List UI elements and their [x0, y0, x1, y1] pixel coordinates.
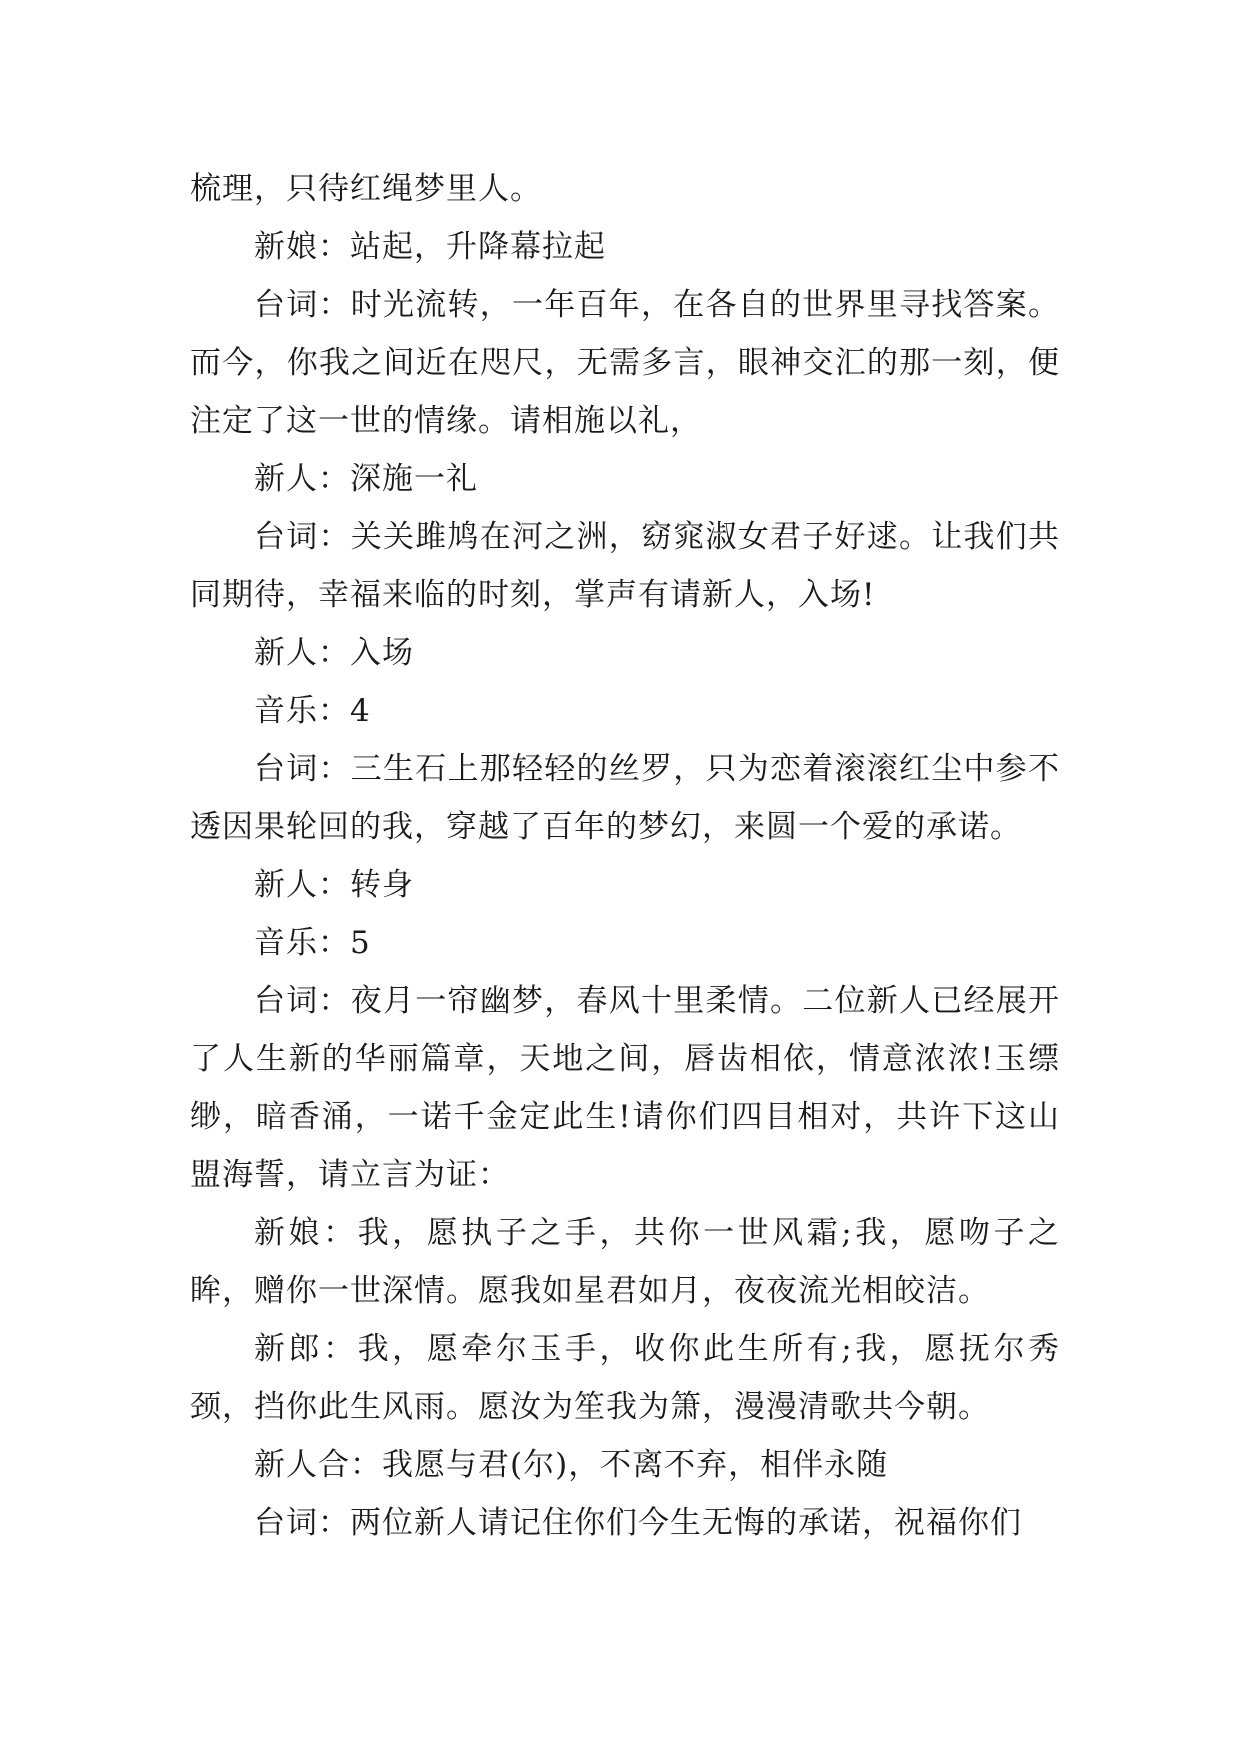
document-body — [190, 160, 1060, 1552]
paragraph-10: 音乐：5 — [254, 925, 371, 961]
paragraph-2: 新娘：站起，升降幕拉起 — [254, 229, 606, 265]
paragraph-11: 台词：夜月一帘幽梦，春风十里柔情。二位新人已经展开了人生新的华丽篇章，天地之间，唇齿相依，情意浓浓!玉缥缈，暗香涌，一诺千金定此生!请你们四目相对，共许下这山盟海誓，请立言为证： — [190, 983, 1060, 1193]
paragraph-6: 新人：入场 — [254, 635, 414, 671]
paragraph-14: 新人合：我愿与君(尔)，不离不弃，相伴永随 — [254, 1447, 889, 1483]
paragraph-15: 台词：两位新人请记住你们今生无悔的承诺，祝福你们 — [254, 1505, 1022, 1541]
paragraph-1: 梳理，只待红绳梦里人。 — [190, 171, 542, 207]
paragraph-5: 台词：关关雎鸠在河之洲，窈窕淑女君子好逑。让我们共同期待，幸福来临的时刻，掌声有请新人，入场! — [190, 519, 1060, 613]
paragraph-8: 台词：三生石上那轻轻的丝罗，只为恋着滚滚红尘中参不透因果轮回的我，穿越了百年的梦幻，来圆一个爱的承诺。 — [190, 751, 1060, 845]
paragraph-13: 新郎：我，愿牵尔玉手，收你此生所有;我，愿抚尔秀颈，挡你此生风雨。愿汝为笙我为箫，漫漫清歌共今朝。 — [190, 1331, 1060, 1425]
paragraph-3: 台词：时光流转，一年百年，在各自的世界里寻找答案。而今，你我之间近在咫尺，无需多言，眼神交汇的那一刻，便注定了这一世的情缘。请相施以礼， — [190, 287, 1060, 439]
paragraph-4: 新人：深施一礼 — [254, 461, 478, 497]
paragraph-7: 音乐：4 — [254, 693, 371, 729]
paragraph-12: 新娘：我，愿执子之手，共你一世风霜;我，愿吻子之眸，赠你一世深情。愿我如星君如月，夜夜流光相皎洁。 — [190, 1215, 1060, 1309]
paragraph-9: 新人：转身 — [254, 867, 414, 903]
